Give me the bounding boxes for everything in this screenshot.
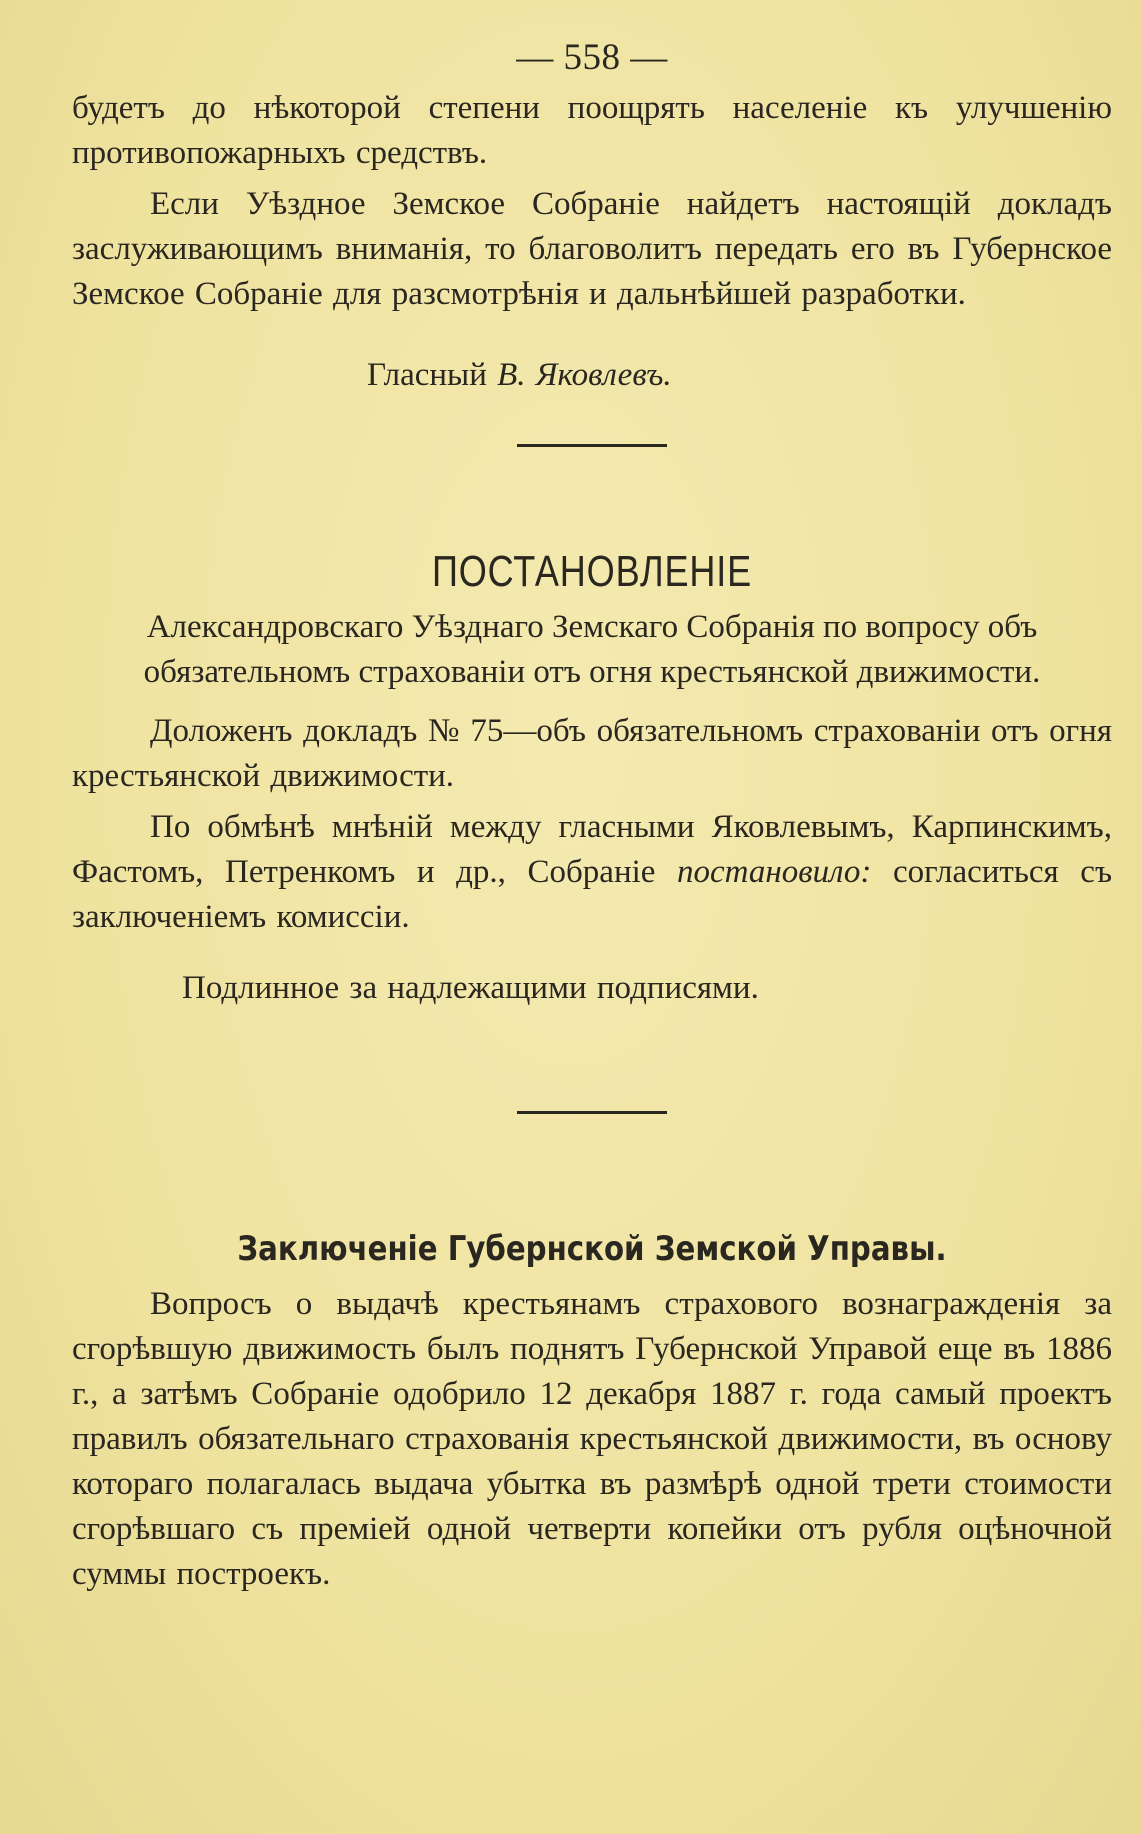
section-divider — [517, 444, 667, 447]
resolution-title: ПОСТАНОВЛЕНІЕ — [431, 547, 753, 596]
signature-role: Гласный — [367, 357, 487, 393]
intro-paragraph-2: Если Уѣздное Земское Собраніе найдетъ настоящій докладъ заслуживающимъ вниманія, то благоволитъ передать его въ Губернское Земское Собраніе для разсмотрѣнія и дальнѣйшей разработки. — [72, 186, 1112, 312]
resolution-paragraph-2-end: согласиться съ заключеніемъ комиссіи. — [72, 854, 1113, 935]
conclusion-paragraph-1: Вопросъ о выдачѣ крестьянамъ страхового вознагражденія за сгорѣвшую движимость былъ поднятъ Губернской Управой еще въ 1886 г., а затѣмъ Собраніе одобрило 12 декабря 1887 г. года самый проектъ правилъ обязательнаго страхованія крестьянской движимости, въ основу котораго полагалась выдача убытка въ размѣрѣ одной трети стоимости сгорѣвшаго съ преміей одной четверти копейки отъ рубля оцѣночной суммы построекъ. — [72, 1286, 1112, 1592]
intro-paragraph-1: будетъ до нѣкоторой степени поощрять населеніе къ улучшенію противопожарныхъ средствъ. — [72, 90, 1112, 171]
resolution-paragraph-2-start: По обмѣнѣ мнѣній между гласными Яковлевымъ, Карпинскимъ, Фастомъ, Петренкомъ и др., Собраніе — [72, 809, 1112, 890]
signature-name: В. Яковлевъ. — [497, 357, 672, 393]
document-page — [72, 30, 1112, 1597]
section-divider-2 — [517, 1111, 667, 1114]
conclusion-title: Заключеніе Губернской Земской Управы. — [237, 1229, 947, 1269]
resolution-closing: Подлинное за надлежащими подписями. — [182, 970, 759, 1006]
signature — [72, 353, 1112, 398]
page-number: — 558 — — [516, 37, 668, 78]
resolution-paragraph-1: Доложенъ докладъ № 75—объ обязательномъ страхованіи отъ огня крестьянской движимости. — [72, 713, 1112, 794]
resolution-paragraph-2 — [72, 805, 1112, 940]
resolution-subtitle: Александровскаго Уѣзднаго Земскаго Собранія по вопросу объ обязательномъ страхованіи отъ огня крестьянской движимости. — [143, 609, 1041, 690]
resolution-decision-emphasis: постановило: — [677, 854, 872, 890]
